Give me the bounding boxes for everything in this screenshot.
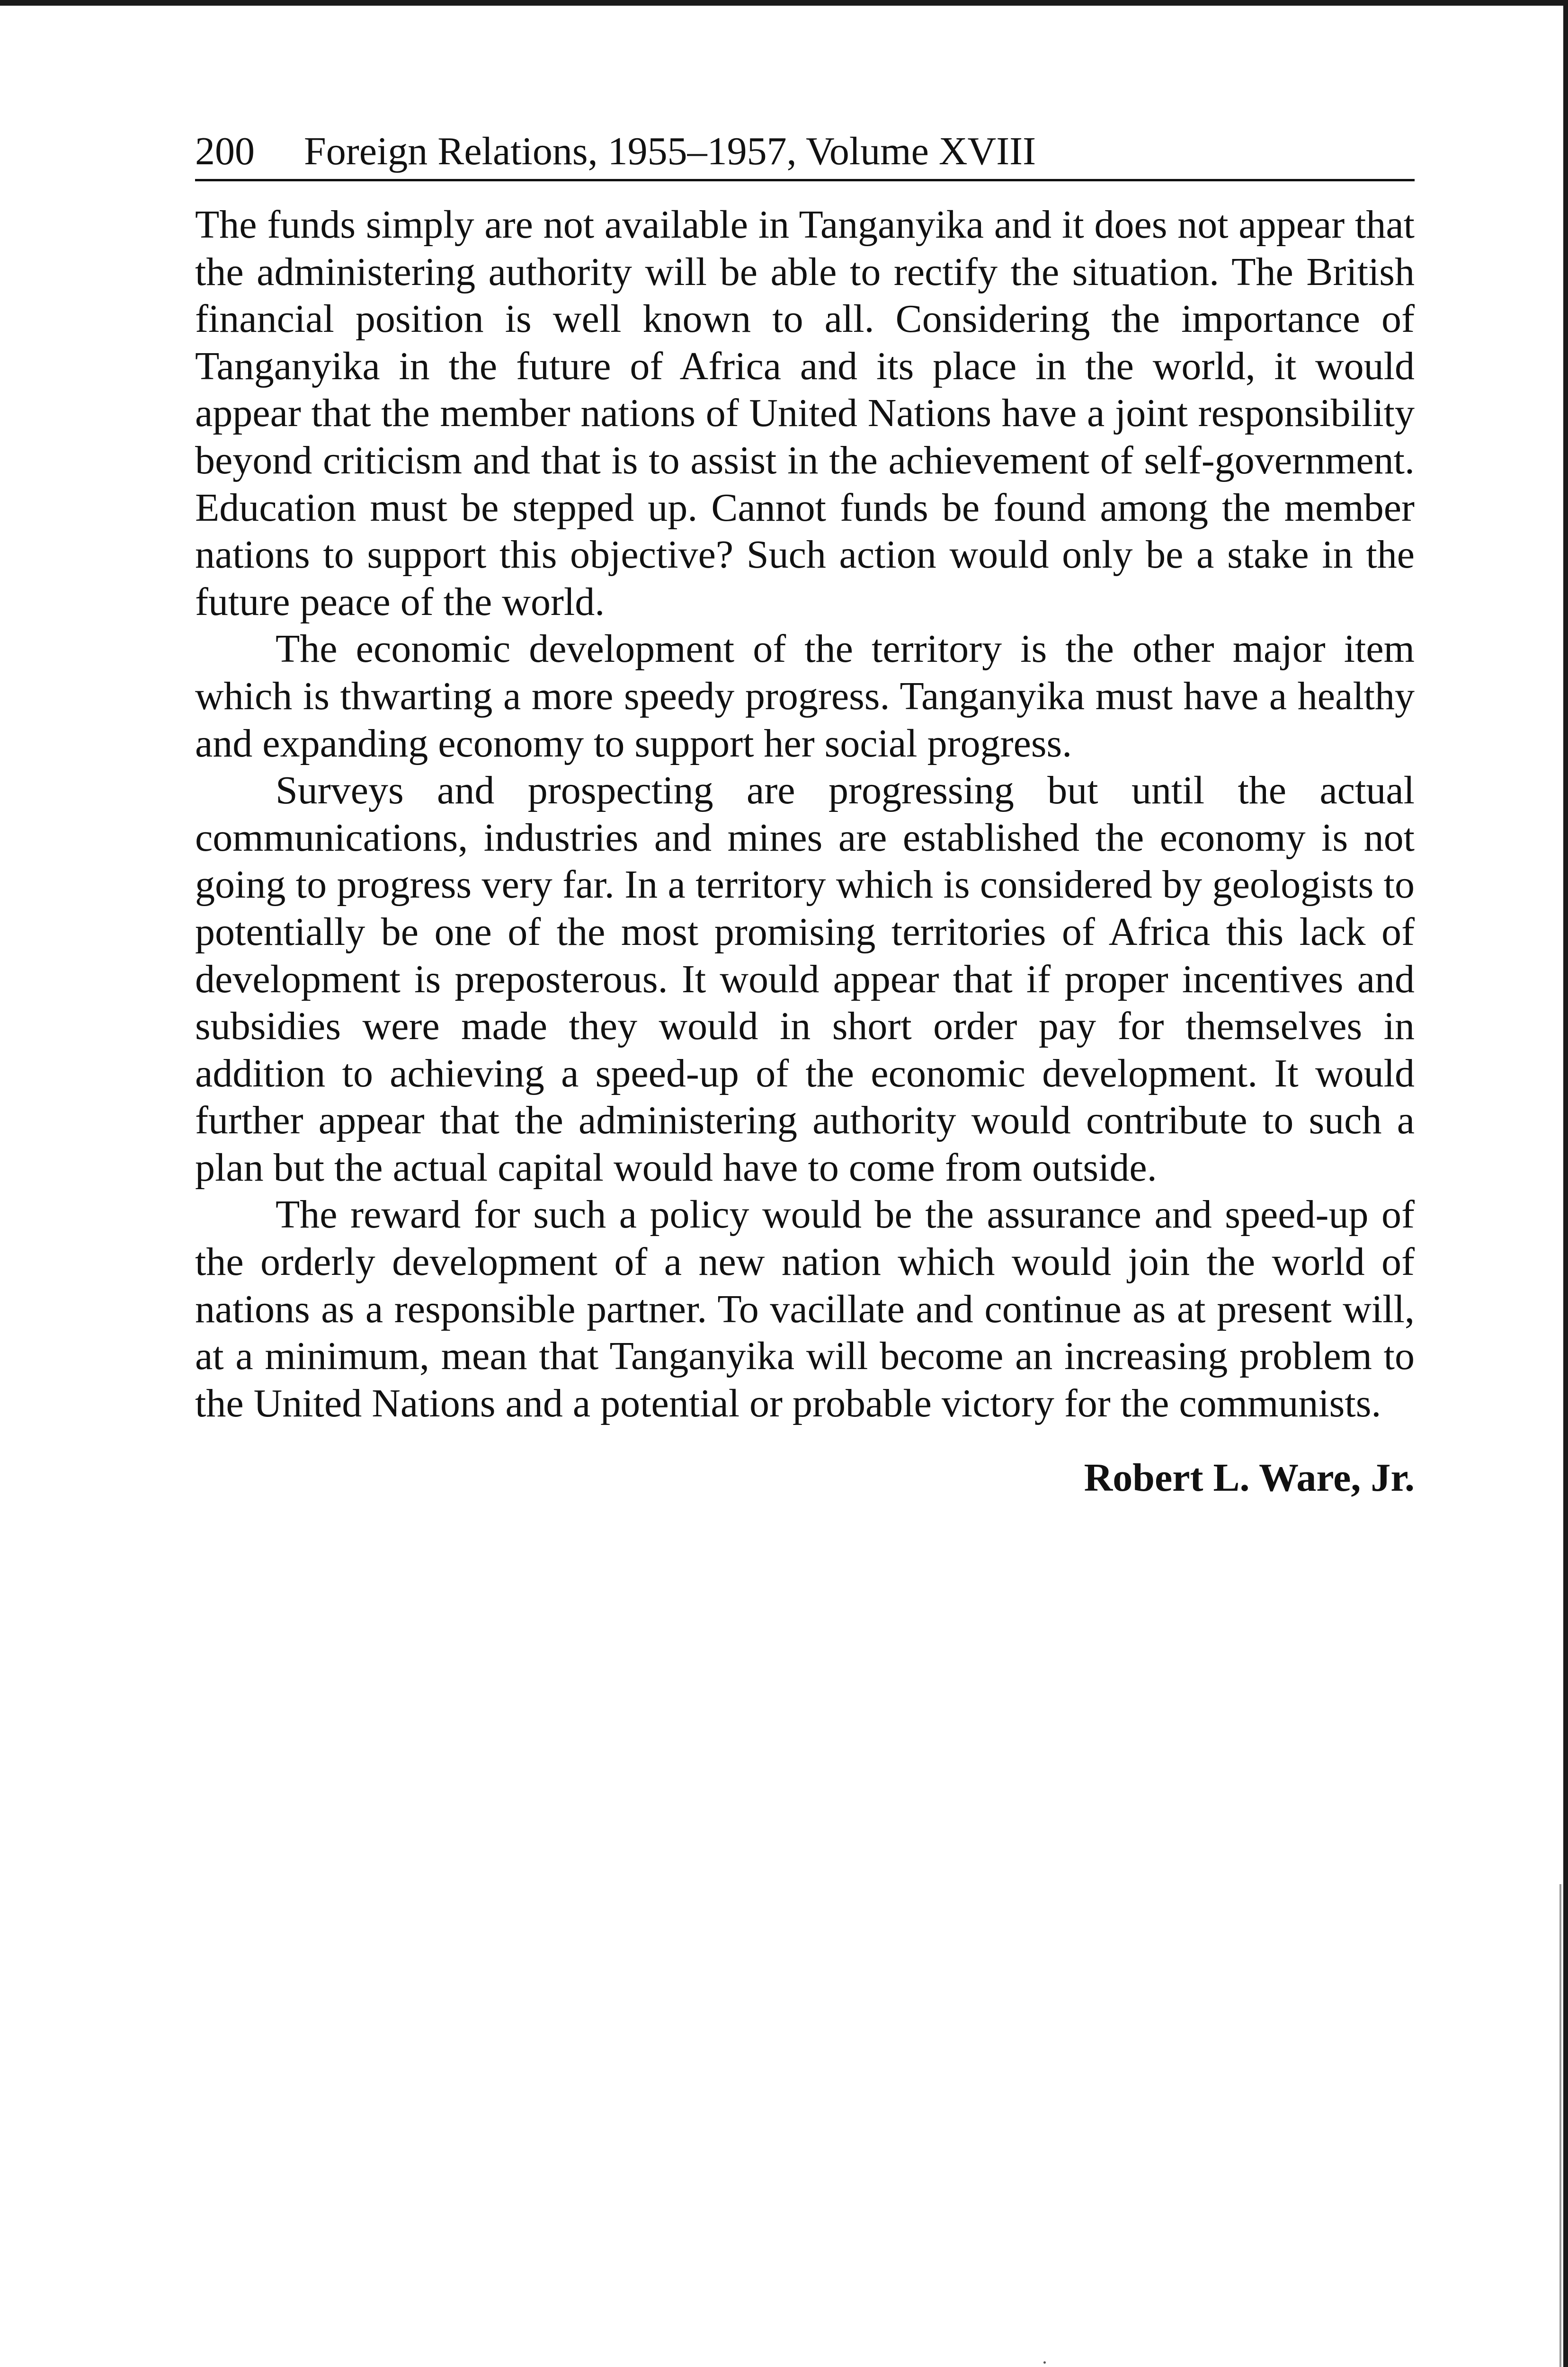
paragraph-2: The economic development of the territory is the other major item which is thwarting a more speedy progress. Tanganyika must have a healthy and expanding economy to support her social progress. <box>195 627 1415 765</box>
signature: Robert L. Ware, Jr. <box>1084 1456 1415 1500</box>
running-header <box>195 128 1415 181</box>
paragraph-1: The funds simply are not available in Tanganyika and it does not appear that the administering authority will be able to rectify the situation. The British financial position is well known to all. Considering the importance of Tanganyika in the future of Africa and its place in the world, it would appear that the member nations of United Nations have a joint responsibility beyond criticism and that is to assist in the achievement of self-government. Education must be stepped up. Cannot funds be found among the member nations to support this objective? Such action would only be a stake in the future peace of the world. <box>195 203 1415 624</box>
page-number: 200 <box>195 129 255 173</box>
document-page <box>195 128 1415 1502</box>
scan-shadow-right <box>1559 1884 1561 2367</box>
scan-speck <box>1043 2361 1046 2364</box>
scan-border-right <box>1563 0 1568 2367</box>
paragraph-3: Surveys and prospecting are progressing but until the actual communications, industries and mines are established the economy is not going to progress very far. In a territory which is considered by geologists to potentially be one of the most promising territories of Africa this lack of development is preposterous. It would appear that if proper incentives and subsidies were made they would in short order pay for themselves in addition to achieving a speed-up of the economic development. It would further appear that the administering authority would contribute to such a plan but the actual capital would have to come from outside. <box>195 768 1415 1190</box>
scan-border-top <box>0 0 1568 6</box>
paragraph-4: The reward for such a policy would be the assurance and speed-up of the orderly development of a new nation which would join the world of nations as a responsible partner. To vacillate and continue as at present will, at a minimum, mean that Tanganyika will become an increasing problem to the United Nations and a potential or probable victory for the communists. <box>195 1192 1415 1425</box>
body-text <box>195 201 1415 1427</box>
running-title: Foreign Relations, 1955–1957, Volume XVIII <box>304 129 1036 173</box>
